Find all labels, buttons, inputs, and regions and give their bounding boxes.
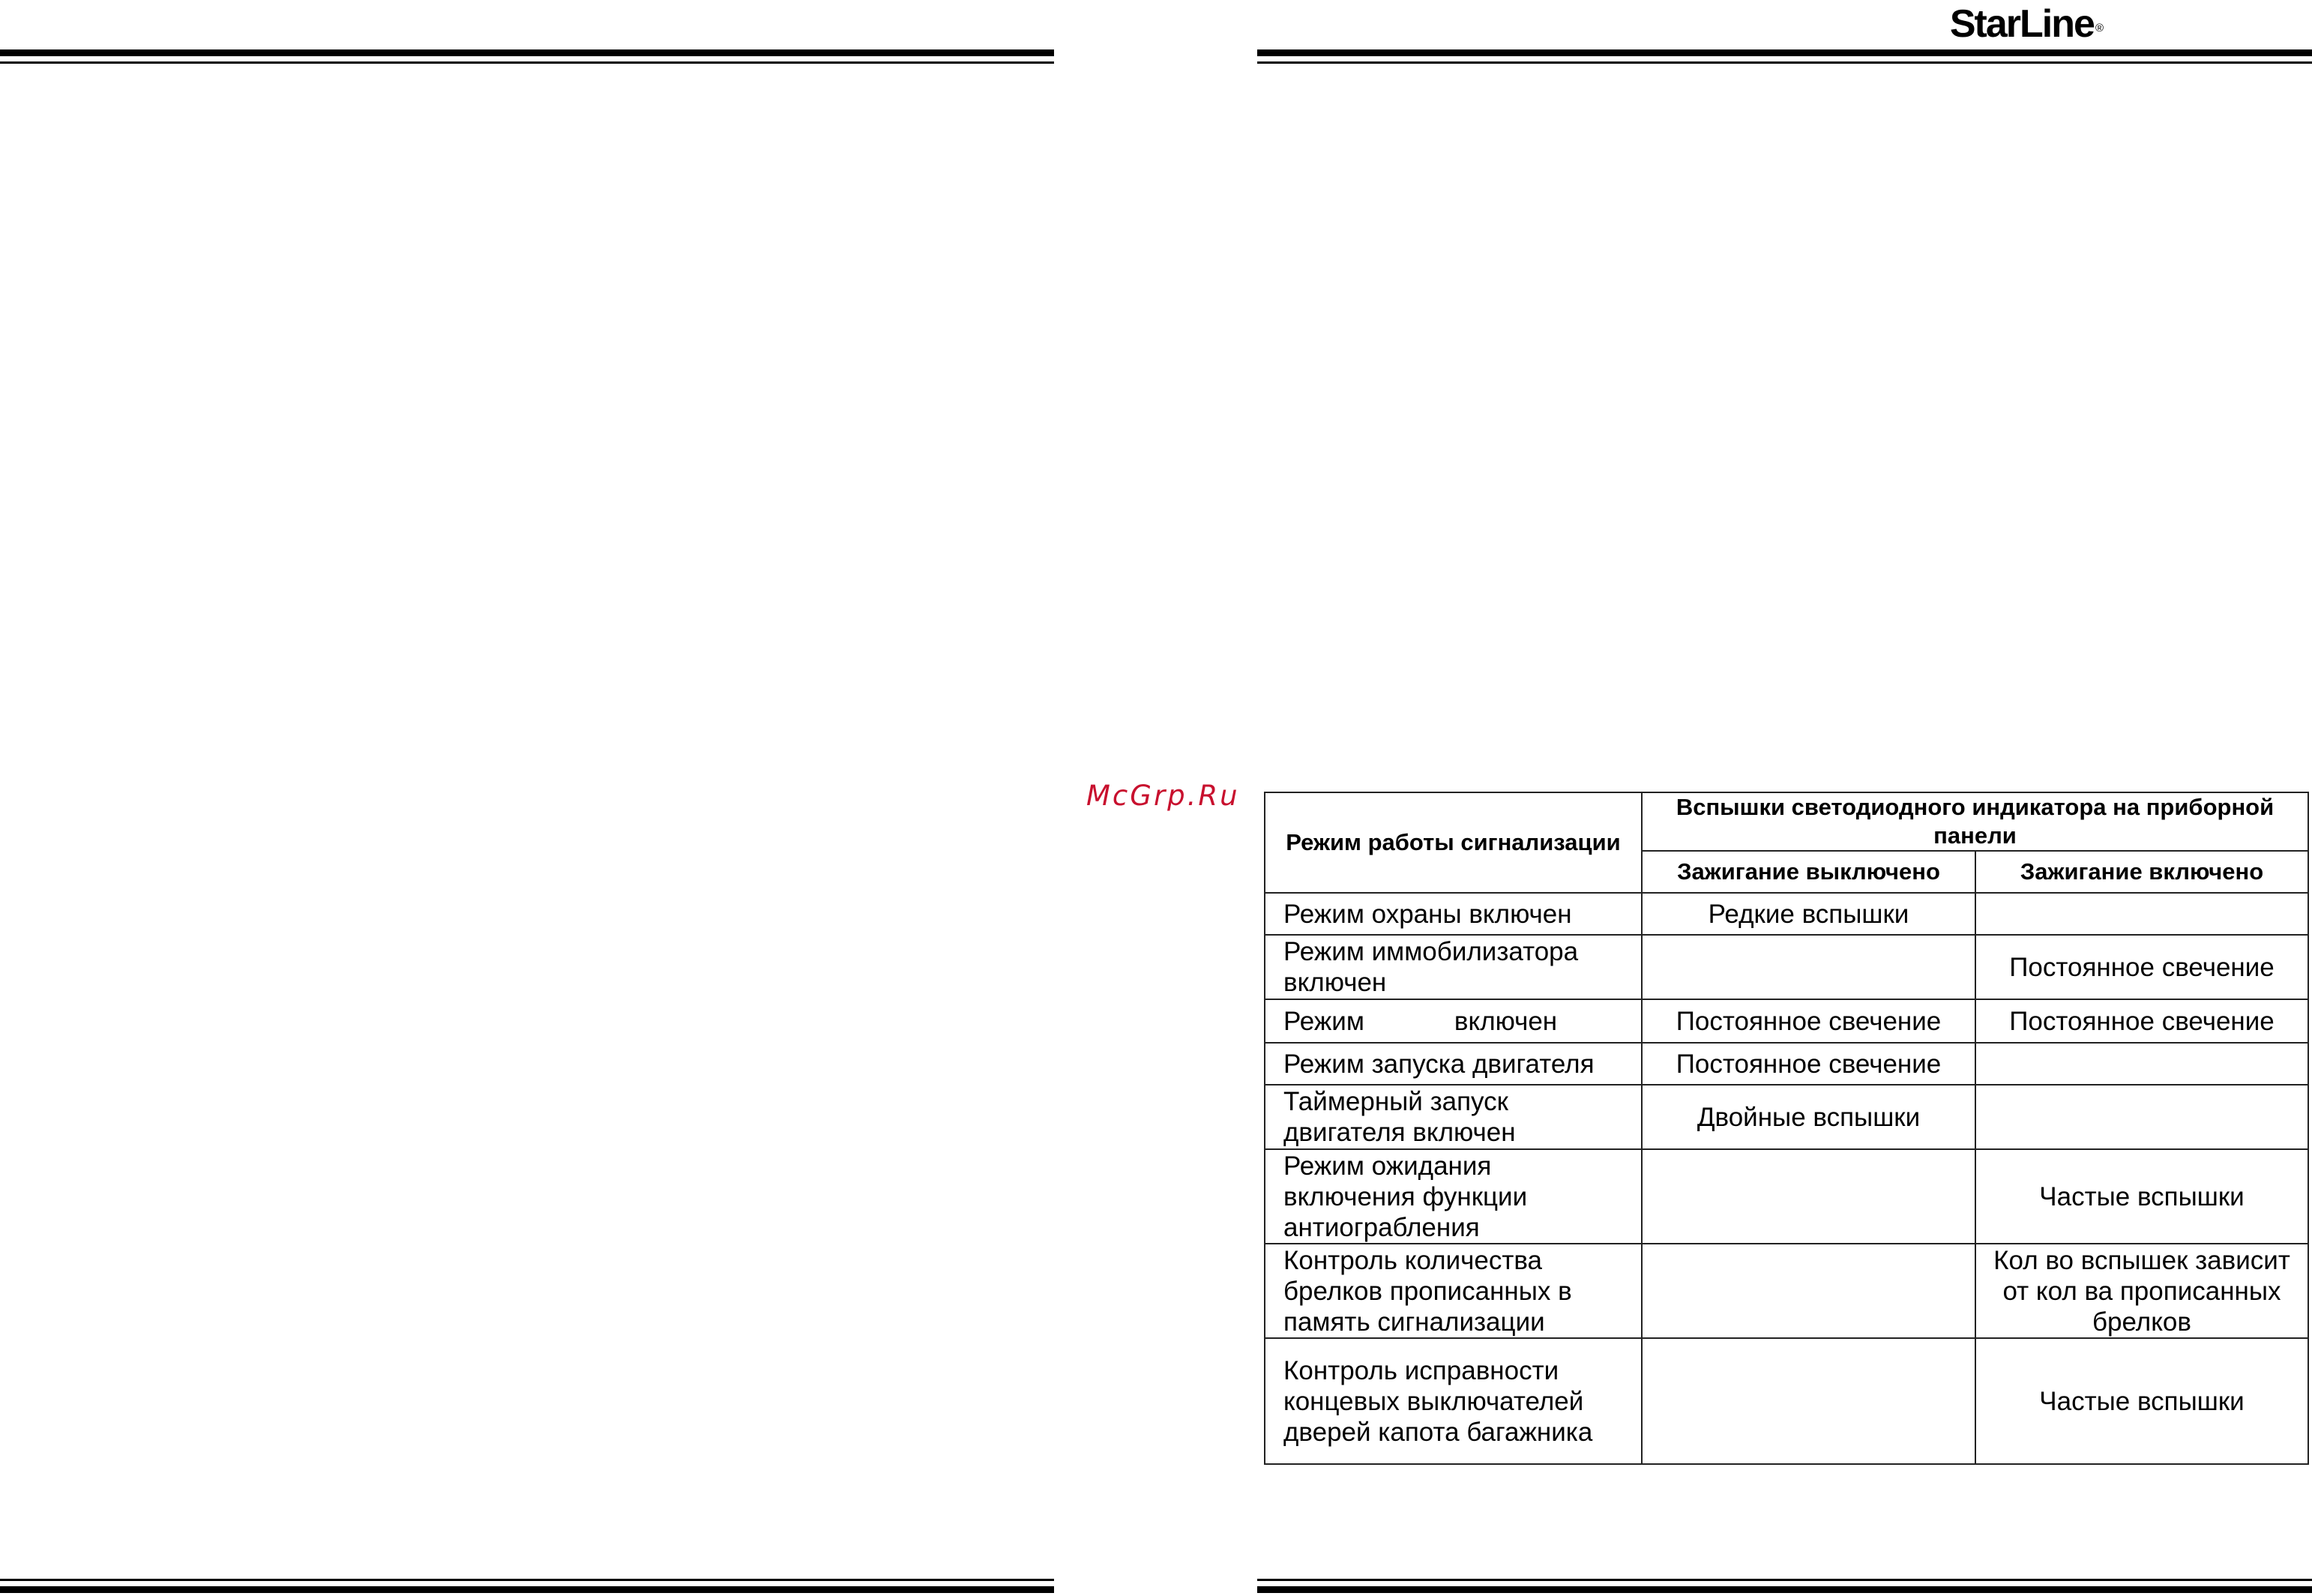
header-mode: Режим работы сигнализации bbox=[1265, 792, 1642, 893]
ign-on-cell: Кол во вспышек зависит от кол ва прописанных брелков bbox=[1975, 1244, 2308, 1338]
ign-off-cell bbox=[1642, 1244, 1975, 1338]
mode-cell: Контроль количества брелков прописанных в память сигнализации bbox=[1265, 1244, 1642, 1338]
table-row bbox=[1265, 1244, 2308, 1338]
mode-cell: Режим иммобилизатора включен bbox=[1265, 935, 1642, 999]
ign-on-cell: Постоянное свечение bbox=[1975, 999, 2308, 1043]
ign-on-cell: Частые вспышки bbox=[1975, 1149, 2308, 1244]
led-indicator-table bbox=[1264, 792, 2309, 1465]
ign-off-cell: Двойные вспышки bbox=[1642, 1085, 1975, 1149]
ign-off-cell bbox=[1642, 935, 1975, 999]
mode-cell: Режим охраны включен bbox=[1265, 893, 1642, 935]
table-row bbox=[1265, 999, 2308, 1043]
mode-cell-word: включен bbox=[1454, 1006, 1558, 1036]
watermark: McGrp.Ru bbox=[1086, 780, 1240, 812]
mode-cell: Режим запуска двигателя bbox=[1265, 1043, 1642, 1085]
ign-off-cell: Постоянное свечение bbox=[1642, 1043, 1975, 1085]
header-ignition-on: Зажигание включено bbox=[1975, 851, 2308, 893]
mode-cell: Контроль исправности концевых выключателей дверей капота багажника bbox=[1265, 1338, 1642, 1464]
header-rule bbox=[0, 49, 1054, 56]
ign-on-cell bbox=[1975, 1085, 2308, 1149]
table-row bbox=[1265, 1338, 2308, 1464]
table-row bbox=[1265, 1149, 2308, 1244]
starline-logo: StarLine ® bbox=[1949, 2, 2104, 46]
mode-cell-word: Режим bbox=[1283, 1006, 1364, 1036]
footer-rule-thin bbox=[0, 1579, 1054, 1581]
ign-off-cell bbox=[1642, 1338, 1975, 1464]
header-rule bbox=[1257, 49, 2312, 56]
header-flashes: Вспышки светодиодного индикатора на приборной панели bbox=[1642, 792, 2308, 851]
table-row bbox=[1265, 893, 2308, 935]
table-row bbox=[1265, 935, 2308, 999]
table-row bbox=[1265, 1043, 2308, 1085]
header-ignition-off: Зажигание выключено bbox=[1642, 851, 1975, 893]
footer-rule bbox=[1257, 1586, 2312, 1593]
header-rule-thin bbox=[0, 61, 1054, 64]
ign-off-cell: Редкие вспышки bbox=[1642, 893, 1975, 935]
footer-rule-thin bbox=[1257, 1579, 2312, 1581]
ign-off-cell bbox=[1642, 1149, 1975, 1244]
ign-on-cell: Постоянное свечение bbox=[1975, 935, 2308, 999]
ign-on-cell bbox=[1975, 893, 2308, 935]
mode-cell: Режим ожидания включения функции антиограбления bbox=[1265, 1149, 1642, 1244]
table-row bbox=[1265, 1085, 2308, 1149]
ign-off-cell: Постоянное свечение bbox=[1642, 999, 1975, 1043]
footer-rule bbox=[0, 1586, 1054, 1593]
ign-on-cell: Частые вспышки bbox=[1975, 1338, 2308, 1464]
ign-on-cell bbox=[1975, 1043, 2308, 1085]
mode-cell: Таймерный запуск двигателя включен bbox=[1265, 1085, 1642, 1149]
left-page bbox=[0, 0, 1054, 1596]
mode-cell bbox=[1265, 999, 1642, 1043]
header-rule-thin bbox=[1257, 61, 2312, 64]
